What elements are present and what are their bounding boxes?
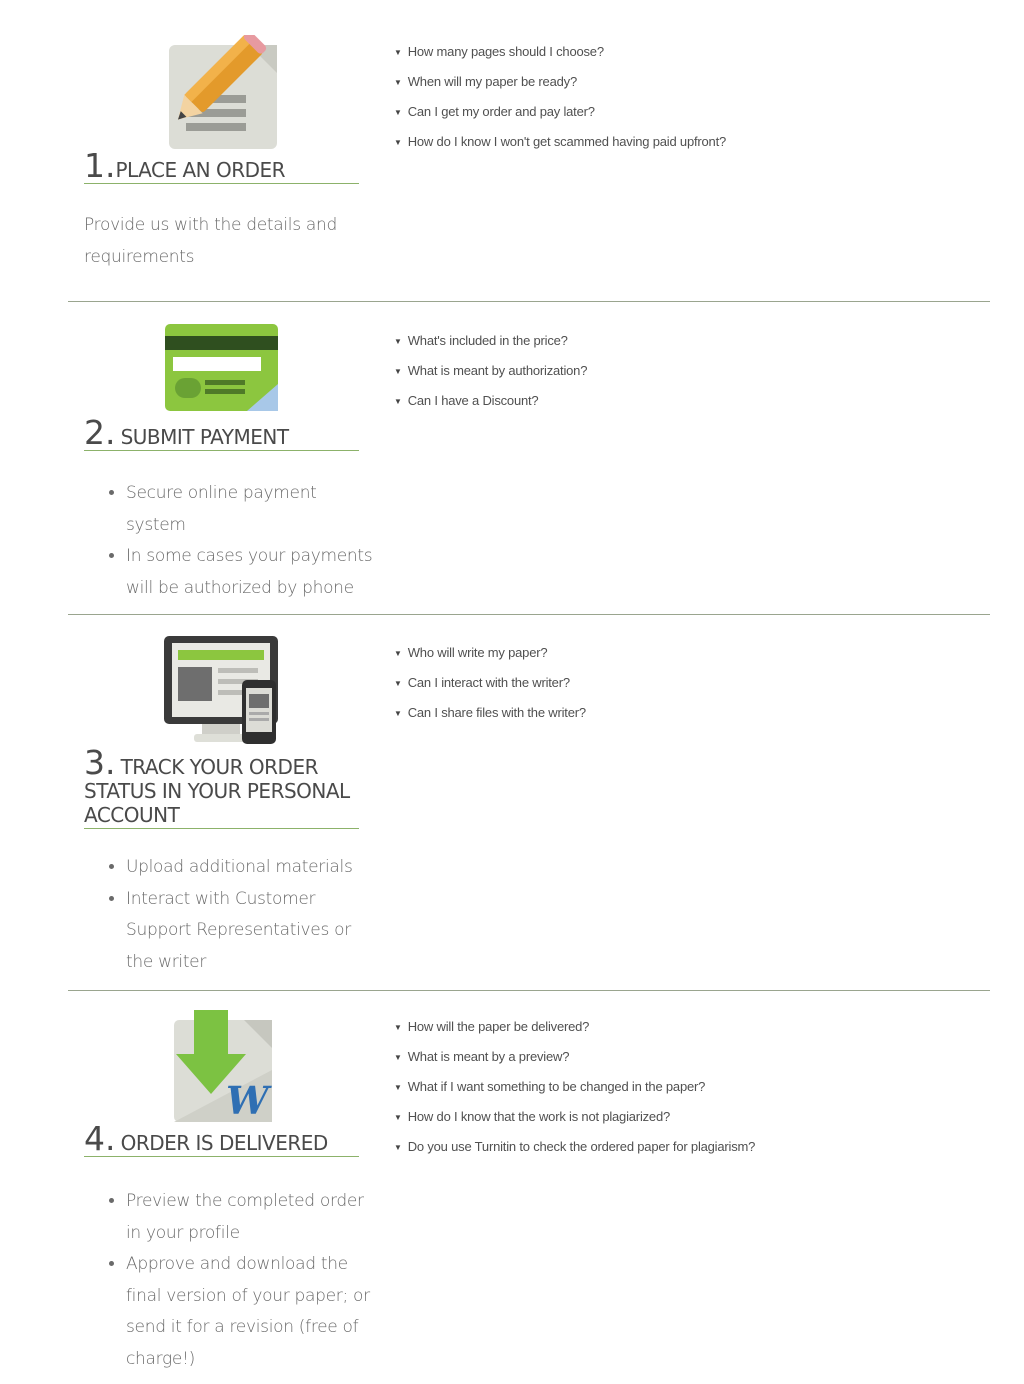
bullet-item: • Interact with Customer Support Representatives or the writer	[126, 884, 376, 979]
download-word-document-icon	[170, 1010, 274, 1129]
caret-down-icon: ▼	[394, 108, 402, 117]
credit-card-icon	[165, 324, 280, 419]
step-title-line: TRACK YOUR ORDER	[120, 755, 318, 779]
step-title-text: SUBMIT PAYMENT	[120, 425, 289, 449]
caret-down-icon: ▼	[394, 1023, 402, 1032]
step-order-delivered	[68, 1004, 990, 1382]
faq-item[interactable]: ▼ How will the paper be delivered?	[394, 1015, 755, 1045]
step-description: Provide us with the details and requirements	[84, 215, 337, 267]
faq-item[interactable]: ▼ How do I know I won't get scammed having paid upfront?	[394, 130, 726, 160]
bullet-item: • Upload additional materials	[126, 852, 376, 884]
step-title-text: ORDER IS DELIVERED	[120, 1131, 328, 1155]
faq-list	[394, 329, 587, 419]
bullet-item: • Approve and download the final version of your paper; or send it for a revision (free of charge!)	[126, 1249, 376, 1375]
step-bullets	[84, 478, 376, 604]
bullet-item: • In some cases your payments will be authorized by phone	[126, 541, 376, 604]
monitor-phone-icon	[164, 634, 280, 751]
faq-item[interactable]: ▼ Do you use Turnitin to check the ordered paper for plagiarism?	[394, 1135, 755, 1165]
step-number: 3.	[84, 743, 116, 782]
caret-down-icon: ▼	[394, 397, 402, 406]
word-letter: W	[226, 1078, 269, 1123]
faq-item[interactable]: ▼ Can I have a Discount?	[394, 389, 587, 419]
faq-item[interactable]: ▼ Who will write my paper?	[394, 641, 586, 671]
step-title	[84, 146, 359, 185]
faq-item[interactable]: ▼ What if I want something to be changed in the paper?	[394, 1075, 755, 1105]
step-number: 4.	[84, 1119, 116, 1158]
caret-down-icon: ▼	[394, 367, 402, 376]
faq-item[interactable]: ▼ Can I share files with the writer?	[394, 701, 586, 731]
caret-down-icon: ▼	[394, 48, 402, 57]
faq-item[interactable]: ▼ Can I get my order and pay later?	[394, 100, 726, 130]
faq-item[interactable]: ▼ How do I know that the work is not plagiarized?	[394, 1105, 755, 1135]
caret-down-icon: ▼	[394, 1113, 402, 1122]
step-bullets	[84, 1186, 376, 1375]
section-divider	[68, 301, 990, 302]
step-number: 1.	[84, 146, 116, 185]
step-number: 2.	[84, 413, 116, 452]
faq-item[interactable]: ▼ What's included in the price?	[394, 329, 587, 359]
step-title-line: ACCOUNT	[84, 803, 180, 827]
step-title-text: PLACE AN ORDER	[115, 158, 286, 182]
faq-item[interactable]: ▼ When will my paper be ready?	[394, 70, 726, 100]
faq-item[interactable]: ▼ What is meant by authorization?	[394, 359, 587, 389]
bullet-item: • Preview the completed order in your profile	[126, 1186, 376, 1249]
step-title-line: STATUS IN YOUR PERSONAL	[84, 779, 350, 803]
faq-item[interactable]: ▼ What is meant by a preview?	[394, 1045, 755, 1075]
section-divider	[68, 614, 990, 615]
section-divider	[68, 990, 990, 991]
caret-down-icon: ▼	[394, 78, 402, 87]
step-title	[84, 1119, 359, 1158]
step-submit-payment	[68, 318, 990, 608]
step-title	[84, 413, 359, 452]
step-title	[84, 743, 359, 829]
bullet-item: • Secure online payment system	[126, 478, 376, 541]
caret-down-icon: ▼	[394, 337, 402, 346]
faq-list	[394, 641, 586, 731]
pencil-document-icon	[164, 35, 279, 155]
step-place-order	[68, 30, 990, 290]
caret-down-icon: ▼	[394, 1083, 402, 1092]
caret-down-icon: ▼	[394, 649, 402, 658]
caret-down-icon: ▼	[394, 138, 402, 147]
caret-down-icon: ▼	[394, 1053, 402, 1062]
caret-down-icon: ▼	[394, 1143, 402, 1152]
caret-down-icon: ▼	[394, 679, 402, 688]
faq-item[interactable]: ▼ Can I interact with the writer?	[394, 671, 586, 701]
faq-item[interactable]: ▼ How many pages should I choose?	[394, 40, 726, 70]
step-track-order	[68, 630, 990, 985]
faq-list	[394, 1015, 755, 1165]
step-bullets	[84, 852, 376, 978]
caret-down-icon: ▼	[394, 709, 402, 718]
faq-list	[394, 40, 726, 160]
